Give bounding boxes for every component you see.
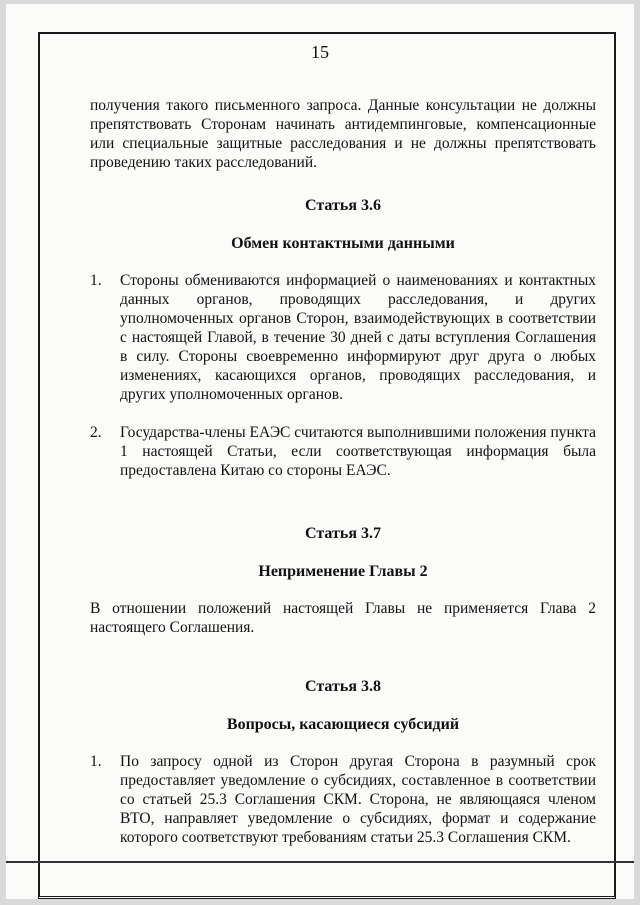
article-3-6-item-1 xyxy=(90,271,596,404)
intro-paragraph: получения такого письменного запроса. Данные консультации не должны препятствовать Сторонам начинать антидемпинговые, компенсационные или специальные защитные расследования и не должны препятствовать проведению таких расследований. xyxy=(90,97,596,171)
item-text: Стороны обмениваются информацией о наименованиях и контактных данных органов, проводящих расследования, и других уполномоченных органов Сторон, взаимодействующих в соответствии с настоящей Главой, в течение 30 дней с даты вступления Соглашения в силу. Стороны своевременно информируют друг друга о любых изменениях, касающихся органов, проводящих расследования, и других уполномоченных органов. xyxy=(120,272,596,403)
article-3-8-number: Статья 3.8 xyxy=(305,678,381,695)
item-number: 1. xyxy=(90,272,102,289)
article-3-6-item-2 xyxy=(90,423,596,480)
page-divider xyxy=(6,861,634,863)
article-3-6-title: Обмен контактными данными xyxy=(231,235,455,252)
article-3-6-number: Статья 3.6 xyxy=(305,197,381,214)
document-body xyxy=(90,96,596,847)
item-text: По запросу одной из Сторон другая Сторона в разумный срок предоставляет уведомление о субсидиях, составленное в соответствии со статьей 25.3 Соглашения СКМ. Сторона, не являющаяся членом ВТО, направляет уведомление о субсидиях, формат и содержание которого соответствуют требованиям статьи 25.3 Соглашения СКМ. xyxy=(120,753,596,846)
article-3-7-title: Неприменение Главы 2 xyxy=(258,563,428,580)
document-page xyxy=(6,4,634,899)
item-text: Государства-члены ЕАЭС считаются выполнившими положения пункта 1 настоящей Статьи, если соответствующая информация была предоставлена Китаю со стороны ЕАЭС. xyxy=(120,424,596,479)
item-number: 2. xyxy=(90,424,102,441)
article-3-7-number: Статья 3.7 xyxy=(305,525,381,542)
article-3-7-text: В отношении положений настоящей Главы не применяется Глава 2 настоящего Соглашения. xyxy=(90,600,596,636)
article-3-8-item-1 xyxy=(90,752,596,847)
article-3-8-title: Вопросы, касающиеся субсидий xyxy=(226,716,460,733)
item-number: 1. xyxy=(90,753,102,770)
page-number: 15 xyxy=(311,42,329,62)
